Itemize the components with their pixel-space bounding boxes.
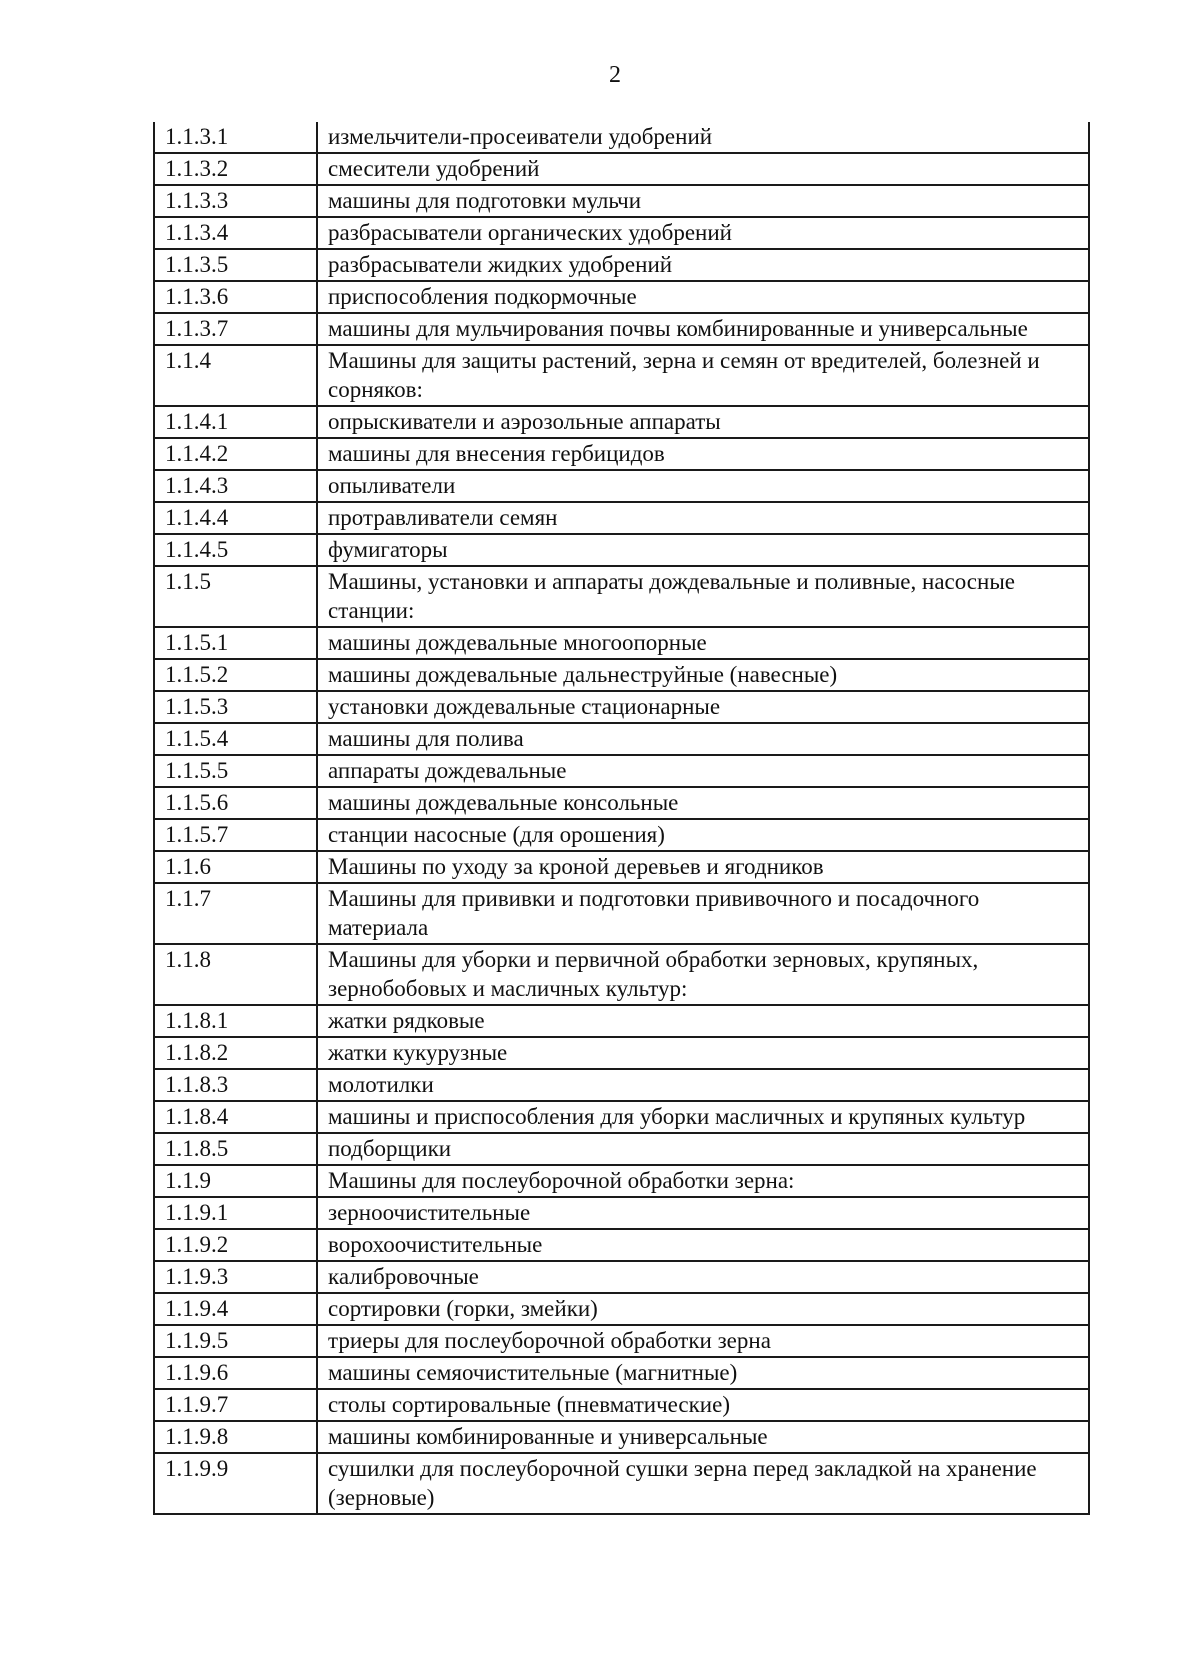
table-row	[154, 281, 1089, 313]
table-row	[154, 1229, 1089, 1261]
table-row	[154, 1037, 1089, 1069]
item-description: опыливатели	[317, 470, 1089, 502]
table-row	[154, 566, 1089, 627]
item-code: 1.1.8.2	[154, 1037, 317, 1069]
item-description: подборщики	[317, 1133, 1089, 1165]
item-code: 1.1.3.7	[154, 313, 317, 345]
table-row	[154, 1453, 1089, 1514]
item-code: 1.1.8	[154, 944, 317, 1005]
item-code: 1.1.8.1	[154, 1005, 317, 1037]
item-code: 1.1.5.6	[154, 787, 317, 819]
item-code: 1.1.9	[154, 1165, 317, 1197]
item-description: аппараты дождевальные	[317, 755, 1089, 787]
table-row	[154, 249, 1089, 281]
table-row	[154, 217, 1089, 249]
item-code: 1.1.3.1	[154, 122, 317, 153]
item-description: фумигаторы	[317, 534, 1089, 566]
page-number: 2	[609, 62, 621, 88]
item-code: 1.1.3.4	[154, 217, 317, 249]
item-code: 1.1.8.3	[154, 1069, 317, 1101]
item-code: 1.1.9.5	[154, 1325, 317, 1357]
item-description: Машины для послеуборочной обработки зерна:	[317, 1165, 1089, 1197]
item-description: Машины по уходу за кроной деревьев и ягодников	[317, 851, 1089, 883]
item-code: 1.1.4.3	[154, 470, 317, 502]
item-description: машины дождевальные дальнеструйные (навесные)	[317, 659, 1089, 691]
table-row	[154, 723, 1089, 755]
item-description: триеры для послеуборочной обработки зерна	[317, 1325, 1089, 1357]
item-description: измельчители-просеиватели удобрений	[317, 122, 1089, 153]
item-code: 1.1.9.9	[154, 1453, 317, 1514]
item-code: 1.1.7	[154, 883, 317, 944]
item-description: машины для внесения гербицидов	[317, 438, 1089, 470]
item-code: 1.1.8.4	[154, 1101, 317, 1133]
item-code: 1.1.3.3	[154, 185, 317, 217]
table-row	[154, 1421, 1089, 1453]
table-row	[154, 1325, 1089, 1357]
table-row	[154, 1005, 1089, 1037]
table-row	[154, 534, 1089, 566]
item-description: жатки рядковые	[317, 1005, 1089, 1037]
item-description: машины и приспособления для уборки масличных и крупяных культур	[317, 1101, 1089, 1133]
item-code: 1.1.9.7	[154, 1389, 317, 1421]
table-row	[154, 755, 1089, 787]
item-description: протравливатели семян	[317, 502, 1089, 534]
table-row	[154, 470, 1089, 502]
item-description: ворохоочистительные	[317, 1229, 1089, 1261]
item-code: 1.1.9.1	[154, 1197, 317, 1229]
table-row	[154, 1165, 1089, 1197]
item-description: приспособления подкормочные	[317, 281, 1089, 313]
item-description: разбрасыватели органических удобрений	[317, 217, 1089, 249]
item-code: 1.1.5.3	[154, 691, 317, 723]
item-code: 1.1.5.7	[154, 819, 317, 851]
item-code: 1.1.9.3	[154, 1261, 317, 1293]
table-row	[154, 1197, 1089, 1229]
item-code: 1.1.4.5	[154, 534, 317, 566]
table-row	[154, 883, 1089, 944]
item-description: машины для мульчирования почвы комбинированные и универсальные	[317, 313, 1089, 345]
item-code: 1.1.9.2	[154, 1229, 317, 1261]
item-description: сушилки для послеуборочной сушки зерна перед закладкой на хранение (зерновые)	[317, 1453, 1089, 1514]
item-code: 1.1.9.8	[154, 1421, 317, 1453]
item-code: 1.1.3.2	[154, 153, 317, 185]
item-code: 1.1.3.6	[154, 281, 317, 313]
table-body	[154, 122, 1089, 1514]
item-description: Машины для уборки и первичной обработки зерновых, крупяных, зернобобовых и масличных культур:	[317, 944, 1089, 1005]
item-code: 1.1.9.6	[154, 1357, 317, 1389]
table-row	[154, 345, 1089, 406]
machinery-classification-table	[153, 122, 1090, 1515]
item-code: 1.1.6	[154, 851, 317, 883]
item-code: 1.1.4.2	[154, 438, 317, 470]
item-description: машины дождевальные консольные	[317, 787, 1089, 819]
item-description: зерноочистительные	[317, 1197, 1089, 1229]
table-row	[154, 122, 1089, 153]
item-description: станции насосные (для орошения)	[317, 819, 1089, 851]
item-description: молотилки	[317, 1069, 1089, 1101]
table-row	[154, 1261, 1089, 1293]
table-row	[154, 787, 1089, 819]
item-code: 1.1.5.4	[154, 723, 317, 755]
table-row	[154, 1357, 1089, 1389]
table-row	[154, 944, 1089, 1005]
item-code: 1.1.5.2	[154, 659, 317, 691]
table-row	[154, 1101, 1089, 1133]
item-description: столы сортировальные (пневматические)	[317, 1389, 1089, 1421]
item-code: 1.1.5	[154, 566, 317, 627]
item-description: опрыскиватели и аэрозольные аппараты	[317, 406, 1089, 438]
item-description: смесители удобрений	[317, 153, 1089, 185]
item-description: разбрасыватели жидких удобрений	[317, 249, 1089, 281]
table-row	[154, 851, 1089, 883]
item-description: калибровочные	[317, 1261, 1089, 1293]
item-code: 1.1.4.1	[154, 406, 317, 438]
item-code: 1.1.5.5	[154, 755, 317, 787]
table-row	[154, 1293, 1089, 1325]
table-row	[154, 819, 1089, 851]
item-description: машины семяочистительные (магнитные)	[317, 1357, 1089, 1389]
table-row	[154, 1389, 1089, 1421]
item-description: жатки кукурузные	[317, 1037, 1089, 1069]
item-description: машины для подготовки мульчи	[317, 185, 1089, 217]
item-code: 1.1.4	[154, 345, 317, 406]
table-row	[154, 1133, 1089, 1165]
table-row	[154, 659, 1089, 691]
table-row	[154, 153, 1089, 185]
table-row	[154, 691, 1089, 723]
item-code: 1.1.8.5	[154, 1133, 317, 1165]
item-description: Машины для прививки и подготовки прививочного и посадочного материала	[317, 883, 1089, 944]
item-code: 1.1.5.1	[154, 627, 317, 659]
item-description: сортировки (горки, змейки)	[317, 1293, 1089, 1325]
item-description: машины дождевальные многоопорные	[317, 627, 1089, 659]
item-description: машины комбинированные и универсальные	[317, 1421, 1089, 1453]
table-row	[154, 185, 1089, 217]
item-description: Машины для защиты растений, зерна и семян от вредителей, болезней и сорняков:	[317, 345, 1089, 406]
item-description: установки дождевальные стационарные	[317, 691, 1089, 723]
table-row	[154, 627, 1089, 659]
table-row	[154, 1069, 1089, 1101]
item-code: 1.1.3.5	[154, 249, 317, 281]
table-row	[154, 406, 1089, 438]
item-code: 1.1.4.4	[154, 502, 317, 534]
table-row	[154, 438, 1089, 470]
table-row	[154, 502, 1089, 534]
item-description: машины для полива	[317, 723, 1089, 755]
item-code: 1.1.9.4	[154, 1293, 317, 1325]
table-row	[154, 313, 1089, 345]
item-description: Машины, установки и аппараты дождевальные и поливные, насосные станции:	[317, 566, 1089, 627]
